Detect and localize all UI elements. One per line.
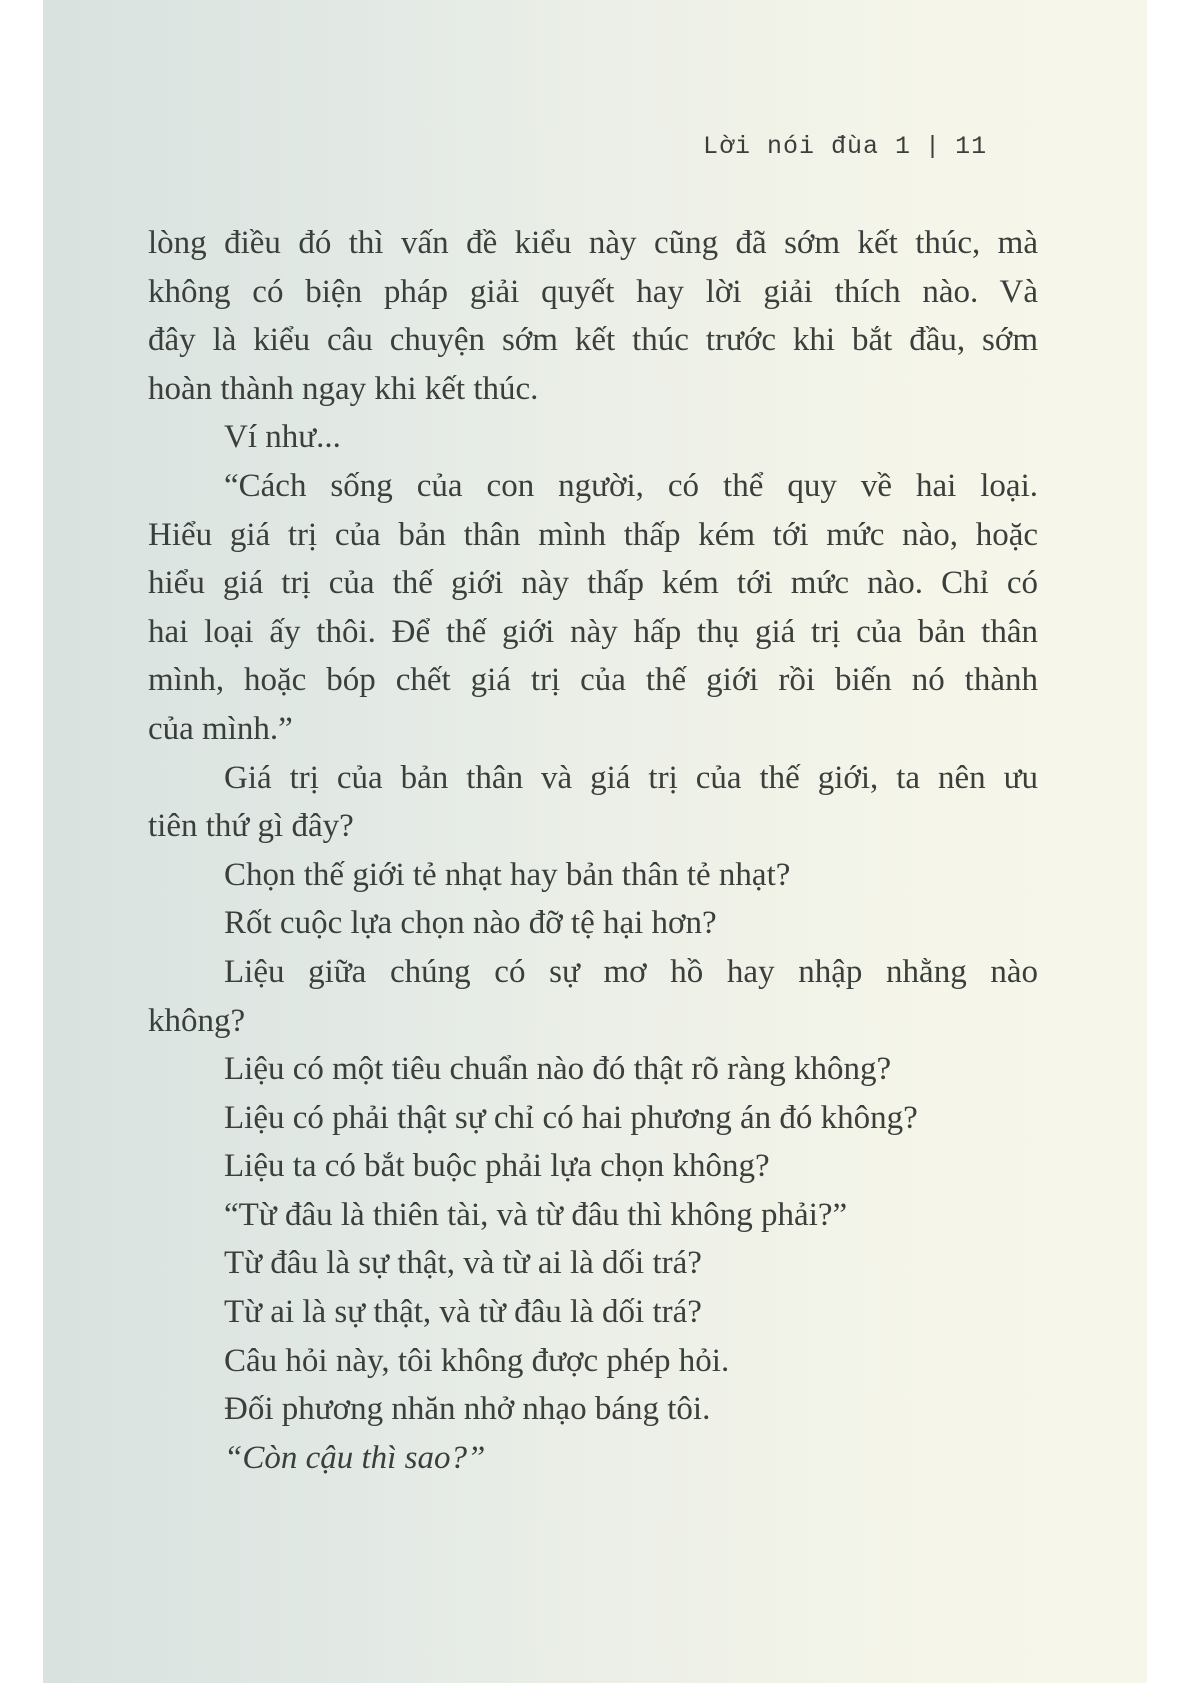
page-body-text (148, 219, 1038, 1482)
text-line: Hiểu giá trị của bản thân mình thấp kém tới mức nào, hoặc (148, 516, 1038, 553)
header-separator: | (925, 132, 942, 161)
text-line: Rốt cuộc lựa chọn nào đỡ tệ hại hơn? (224, 905, 717, 942)
text-line: Câu hỏi này, tôi không được phép hỏi. (224, 1342, 730, 1379)
text-line: lòng điều đó thì vấn đề kiểu này cũng đã sớm kết thúc, mà (148, 225, 1038, 261)
text-line: Từ ai là sự thật, và từ đâu là dối trá? (224, 1294, 702, 1331)
text-line: tiên thứ gì đây? (148, 808, 354, 845)
text-line: hiểu giá trị của thế giới này thấp kém tới mức nào. Chỉ có (148, 565, 1038, 602)
text-line: của mình.” (148, 710, 293, 747)
text-line: Từ đâu là sự thật, và từ ai là dối trá? (224, 1245, 702, 1282)
text-line: đây là kiểu câu chuyện sớm kết thúc trước khi bắt đầu, sớm (148, 322, 1038, 359)
text-line: “Từ đâu là thiên tài, và từ đâu thì không phải?” (224, 1196, 848, 1233)
text-line: Ví như... (224, 419, 341, 456)
text-line: Giá trị của bản thân và giá trị của thế giới, ta nên ưu (224, 759, 1038, 796)
text-line: “Còn cậu thì sao?” (224, 1439, 486, 1476)
text-line: không? (148, 1002, 246, 1039)
text-line: hoàn thành ngay khi kết thúc. (148, 370, 539, 407)
text-line: Liệu ta có bắt buộc phải lựa chọn không? (224, 1148, 770, 1185)
page-number: 11 (955, 132, 988, 161)
chapter-title: Lời nói đùa 1 (703, 132, 912, 161)
text-line: Liệu có một tiêu chuẩn nào đó thật rõ ràng không? (224, 1051, 892, 1088)
text-line: Liệu giữa chúng có sự mơ hồ hay nhập nhằng nào (224, 953, 1038, 990)
text-line: không có biện pháp giải quyết hay lời giải thích nào. Và (148, 273, 1038, 310)
text-line: hai loại ấy thôi. Để thế giới này hấp thụ giá trị của bản thân (148, 613, 1038, 650)
book-page (43, 0, 1147, 1683)
running-header (703, 132, 987, 161)
text-line: Chọn thế giới tẻ nhạt hay bản thân tẻ nhạt? (224, 856, 791, 893)
text-line: Đối phương nhăn nhở nhạo báng tôi. (224, 1391, 711, 1428)
text-line: mình, hoặc bóp chết giá trị của thế giới rồi biến nó thành (148, 662, 1038, 699)
text-line: Liệu có phải thật sự chỉ có hai phương án đó không? (224, 1099, 918, 1136)
text-line: “Cách sống của con người, có thể quy về hai loại. (224, 467, 1038, 504)
